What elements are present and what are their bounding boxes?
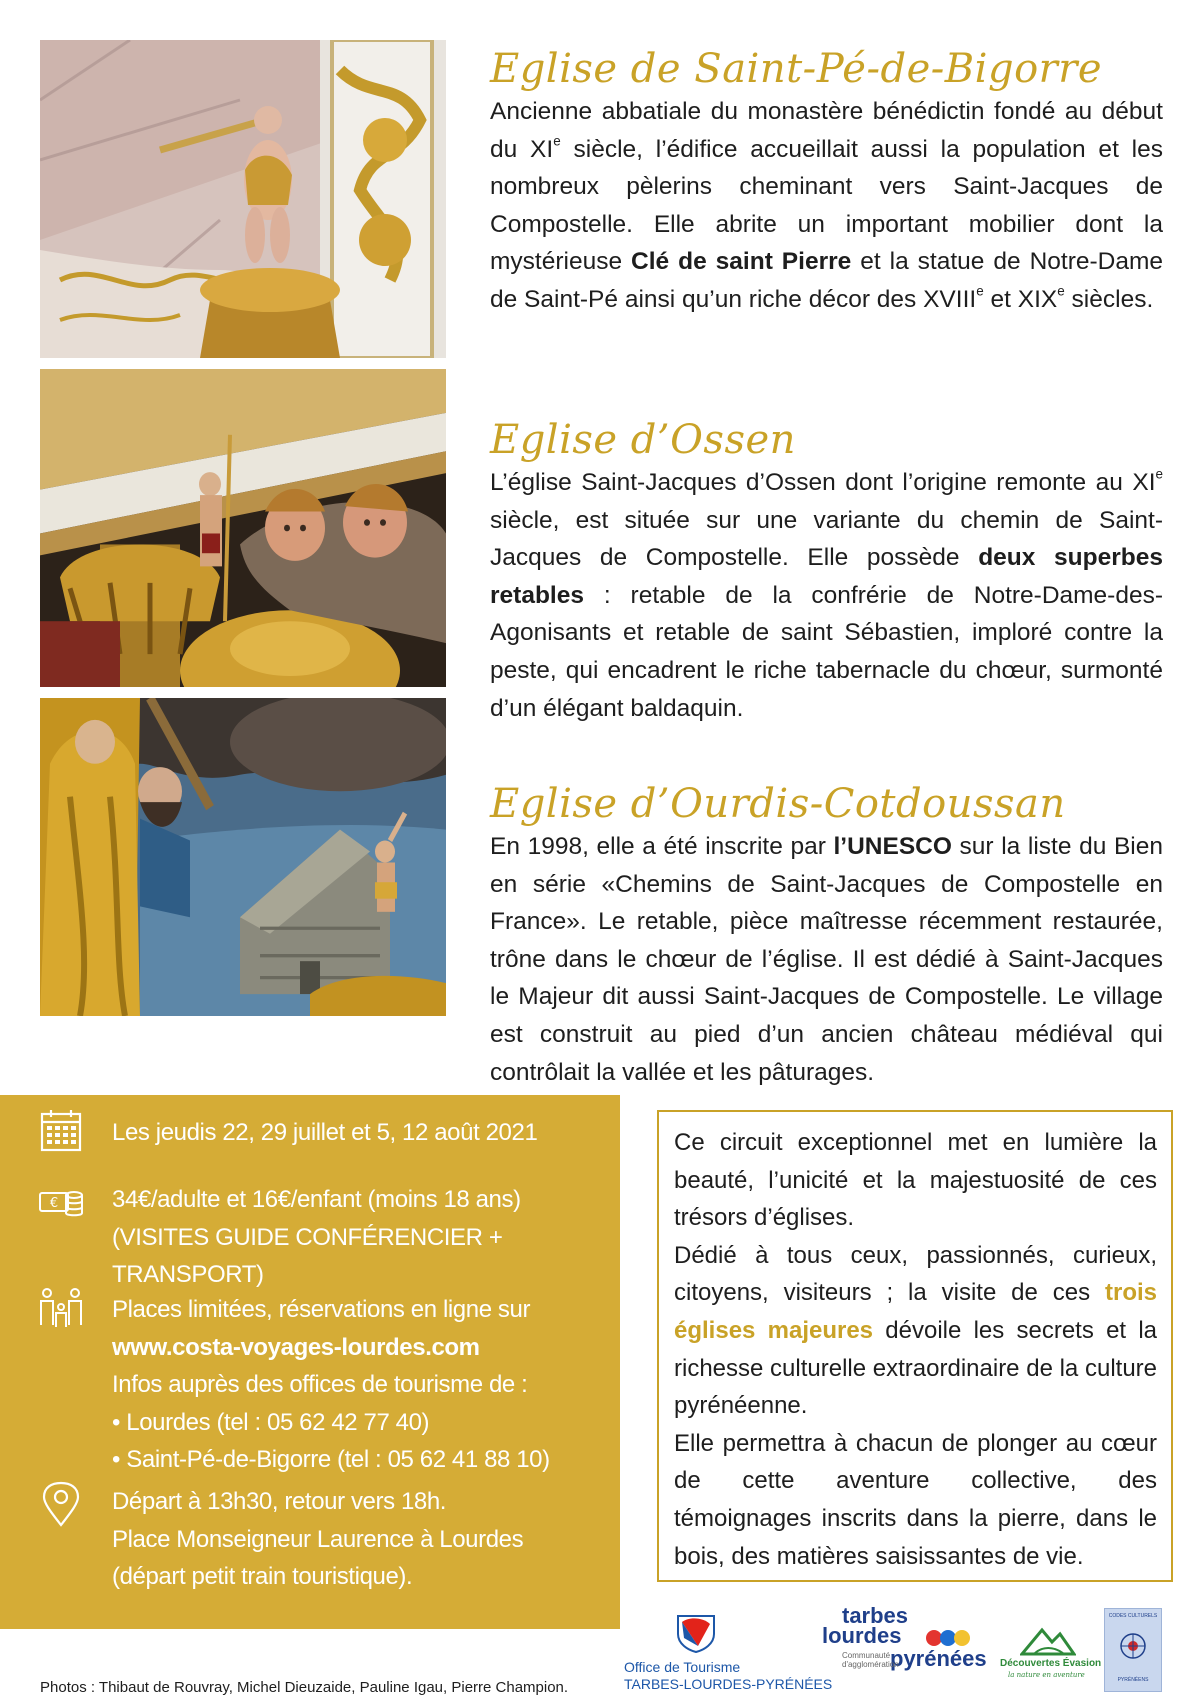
departure-place-text: Place Monseigneur Laurence à Lourdes (112, 1525, 524, 1553)
decouvertes-name: Découvertes Évasion (1000, 1658, 1102, 1669)
promo-paragraph-2: Dédié à tous ceux, passionnés, curieux, citoyens, visiteurs ; la visite de ces trois églises majeures dévoile les secrets et la richesse culturelle extraordinaire de la culture pyrénéenne. (674, 1241, 1158, 1420)
logo-codes-culturels (1104, 1608, 1162, 1692)
svg-text:€: € (49, 1196, 59, 1211)
section-title: Eglise d’Ourdis-Cotdoussan (490, 781, 1066, 827)
location-pin-icon (38, 1481, 84, 1527)
section-title: Eglise d’Ossen (490, 417, 796, 463)
tlp-word-lourdes: lourdes (822, 1623, 902, 1648)
tlp-word-tarbes: tarbes (842, 1603, 909, 1628)
photo-credits: Photos : Thibaut de Rouvray, Michel Dieuzaide, Pauline Igau, Pierre Champion. (40, 1679, 569, 1696)
section-body: Ancienne abbatiale du monastère bénédictin fondé au début du XIe siècle, l’édifice accueillait aussi la population et les nombreux pèlerins cheminant vers Saint-Jacques de Compostelle. Elle abrite un important mobilier dont la mystérieuse Clé de saint Pierre et la statue de Notre-Dame de Saint-Pé ainsi qu’un riche décor des XVIIIe et XIXe siècles. (490, 98, 1163, 313)
tlp-subtitle: Communauté d'agglomération (842, 1651, 899, 1669)
logo-decouvertes-evasion (1000, 1624, 1100, 1684)
office-name: Office de Tourisme (624, 1659, 741, 1675)
practical-info-panel (0, 1095, 620, 1629)
photo-saint-pe-cherub (40, 40, 446, 358)
departure-note-text: (départ petit train touristique). (112, 1563, 413, 1591)
section-title: Eglise de Saint-Pé-de-Bigorre (490, 46, 1103, 92)
photo-ourdis-retable (40, 698, 446, 1016)
promo-highlight: trois églises majeures (674, 1279, 1157, 1344)
office-lourdes: • Lourdes (tel : 05 62 42 77 40) (112, 1408, 430, 1436)
logo-office-tourisme (624, 1612, 833, 1692)
coins-banknote-icon (38, 1181, 84, 1227)
codes-emblem-icon (1118, 1631, 1148, 1661)
promo-paragraph-1: Ce circuit exceptionnel met en lumière la beauté, l’unicité et la majestuosité de ces trésors d’églises. (674, 1129, 1157, 1232)
dates-text: Les jeudis 22, 29 juillet et 5, 12 août 2021 (112, 1119, 538, 1146)
tlp-word-pyrenees: pyrénées (890, 1646, 987, 1671)
logo-tarbes-lourdes-pyrenees (820, 1603, 987, 1686)
photo-ossen-retable (40, 369, 446, 687)
mountain-icon (1020, 1624, 1076, 1656)
family-icon (38, 1285, 84, 1331)
tlp-circles-icon (925, 1628, 981, 1648)
section-body: En 1998, elle a été inscrite par l’UNESCO sur la liste du Bien en série «Chemins de Saint-Jacques de Compostelle en France». Le retable, pièce maîtresse récemment restaurée, trône dans le chœur de l’église. Il est dédié à Saint-Jacques le Majeur dit aussi Saint-Jacques de Compostelle. Le village est construit au pied d’un ancien château médiéval qui contrôlait la vallée et les pâturages. (490, 833, 1163, 1086)
price-text: 34€/adulte et 16€/enfant (moins 18 ans) (112, 1186, 521, 1213)
decouvertes-tagline: la nature en aventure (1008, 1671, 1085, 1679)
calendar-icon (38, 1107, 84, 1153)
section-body: L’église Saint-Jacques d’Ossen dont l’origine remonte au XIe siècle, est située sur une variante du chemin de Saint-Jacques de Compostelle. Elle possède deux superbes retables : retable de la confrérie de Notre-Dame-des-Agonisants et retable de saint Sébastien, imploré contre la peste, qui encadrent le riche tabernacle du chœur, surmonté d’un élégant baldaquin. (490, 466, 1163, 722)
section-ossen (490, 416, 1163, 727)
section-ourdis (490, 780, 1163, 1091)
office-region: TARBES-LOURDES-PYRÉNÉES (624, 1676, 833, 1692)
office-saint-pe: • Saint-Pé-de-Bigorre (tel : 05 62 41 88 10) (112, 1446, 550, 1474)
codes-region: PYRÉNÉENS (1117, 1677, 1149, 1683)
info-offices-text: Infos auprès des offices de tourisme de : (112, 1371, 528, 1399)
promo-box (657, 1110, 1173, 1582)
office-tourisme-emblem-icon (674, 1612, 718, 1654)
promo-paragraph-3: Elle permettra à chacun de plonger au cœur de cette aventure collective, des témoignages inscrits dans la pierre, dans le bois, des matières saisissantes de vie. (674, 1429, 1157, 1570)
price-includes-text: (VISITES GUIDE CONFÉRENCIER + TRANSPORT) (112, 1223, 503, 1289)
codes-name: CODES CULTURELS (1108, 1613, 1158, 1619)
booking-url-link[interactable]: www.costa-voyages-lourdes.com (112, 1333, 480, 1361)
section-saint-pe (490, 45, 1163, 319)
booking-text: Places limitées, réservations en ligne sur (112, 1296, 531, 1323)
departure-time-text: Départ à 13h30, retour vers 18h. (112, 1488, 447, 1515)
